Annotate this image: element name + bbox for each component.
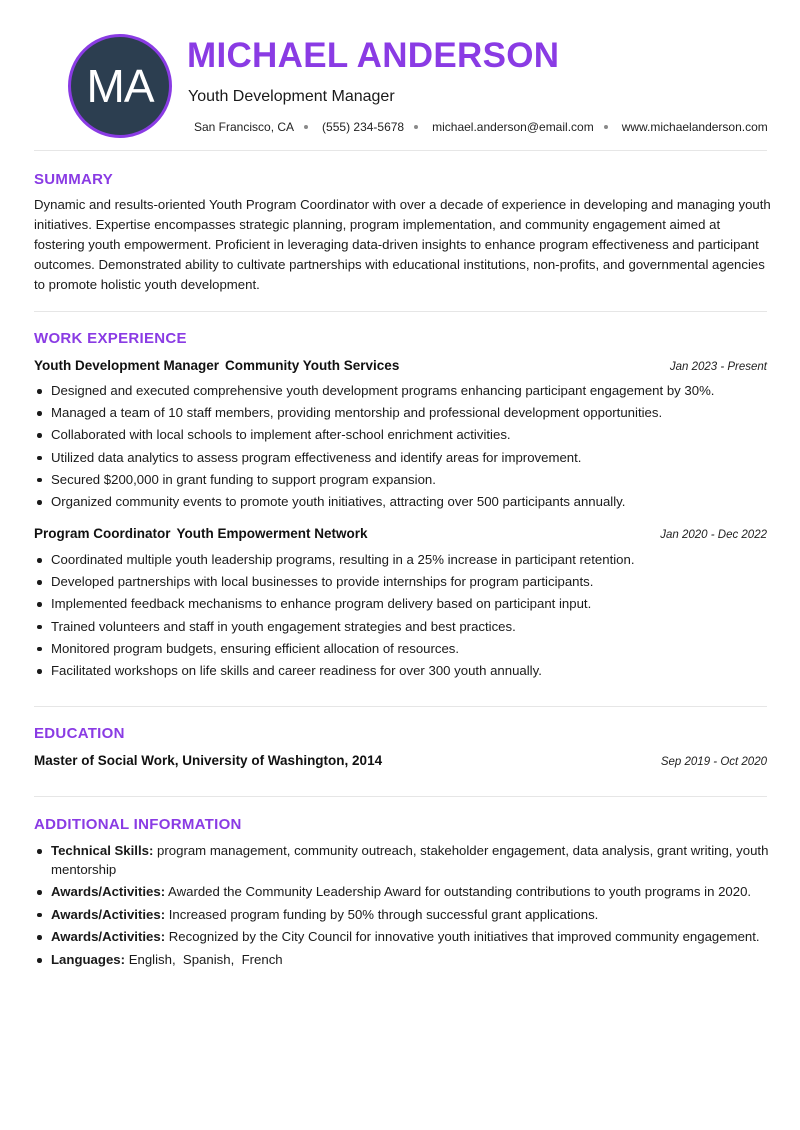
item-label: Awards/Activities: bbox=[51, 884, 166, 900]
item-text: Recognized by the City Council for innovative youth initiatives that improved community engagement. bbox=[168, 929, 760, 945]
item-label: Awards/Activities: bbox=[51, 906, 166, 922]
list-item bbox=[34, 905, 774, 924]
item-text: program management, community outreach, stakeholder engagement, data analysis, grant writing, youth mentorship bbox=[51, 843, 769, 877]
contact-location: San Francisco, CA bbox=[194, 120, 295, 134]
item-label: Awards/Activities: bbox=[51, 929, 166, 945]
additional-list bbox=[34, 841, 774, 973]
section-title-summary: SUMMARY bbox=[34, 171, 114, 188]
separator-dot-icon bbox=[604, 125, 608, 129]
list-item: Secured $200,000 in grant funding to support program expansion. bbox=[34, 469, 774, 491]
job-dates: Jan 2020 - Dec 2022 bbox=[660, 529, 767, 541]
candidate-name: MICHAEL ANDERSON bbox=[187, 36, 560, 75]
contact-info bbox=[194, 120, 768, 134]
contact-email[interactable]: michael.anderson@email.com bbox=[432, 120, 594, 134]
list-item bbox=[34, 950, 774, 969]
list-item: Utilized data analytics to assess program effectiveness and identify areas for improvement. bbox=[34, 447, 774, 469]
job-role bbox=[34, 358, 399, 373]
candidate-title: Youth Development Manager bbox=[188, 88, 395, 105]
divider bbox=[34, 311, 767, 312]
list-item: Trained volunteers and staff in youth engagement strategies and best practices. bbox=[34, 616, 774, 638]
item-text: English, Spanish, French bbox=[128, 952, 283, 968]
job-header bbox=[34, 358, 767, 373]
item-label: Languages: bbox=[51, 952, 126, 968]
divider bbox=[34, 150, 767, 151]
job-role bbox=[34, 526, 368, 541]
education-entry bbox=[34, 753, 767, 768]
item-text: Increased program funding by 50% through successful grant applications. bbox=[168, 906, 599, 922]
list-item: Monitored program budgets, ensuring efficient allocation of resources. bbox=[34, 638, 774, 660]
separator-dot-icon bbox=[304, 125, 308, 129]
list-item: Designed and executed comprehensive youth development programs enhancing participant engagement by 30%. bbox=[34, 380, 774, 402]
list-item bbox=[34, 841, 774, 879]
job-dates: Jan 2023 - Present bbox=[669, 361, 767, 373]
section-title-experience: WORK EXPERIENCE bbox=[34, 330, 187, 347]
list-item: Developed partnerships with local businesses to provide internships for program participants. bbox=[34, 571, 774, 593]
divider bbox=[34, 706, 767, 707]
list-item: Facilitated workshops on life skills and career readiness for over 300 youth annually. bbox=[34, 660, 774, 682]
section-title-education: EDUCATION bbox=[34, 725, 125, 742]
divider bbox=[34, 796, 767, 797]
separator-dot-icon bbox=[414, 125, 418, 129]
list-item: Collaborated with local schools to implement after-school enrichment activities. bbox=[34, 424, 774, 446]
job-bullets bbox=[34, 380, 774, 513]
list-item: Organized community events to promote youth initiatives, attracting over 500 participants annually. bbox=[34, 491, 774, 513]
job-company: Community Youth Services bbox=[225, 358, 400, 373]
resume-header bbox=[34, 0, 767, 151]
job-title: Youth Development Manager bbox=[34, 358, 220, 373]
list-item bbox=[34, 882, 774, 901]
job-bullets bbox=[34, 549, 774, 682]
contact-website[interactable]: www.michaelanderson.com bbox=[621, 120, 768, 134]
section-title-additional: ADDITIONAL INFORMATION bbox=[34, 816, 242, 833]
education-degree: Master of Social Work, University of Washington, 2014 bbox=[34, 753, 383, 768]
job-company: Youth Empowerment Network bbox=[176, 526, 368, 541]
job-header bbox=[34, 526, 767, 541]
list-item: Implemented feedback mechanisms to enhance program delivery based on participant input. bbox=[34, 593, 774, 615]
contact-phone: (555) 234-5678 bbox=[322, 120, 405, 134]
education-dates: Sep 2019 - Oct 2020 bbox=[660, 756, 767, 768]
list-item: Managed a team of 10 staff members, providing mentorship and professional development opportunities. bbox=[34, 402, 774, 424]
item-label: Technical Skills: bbox=[51, 843, 154, 858]
summary-text: Dynamic and results-oriented Youth Program Coordinator with over a decade of experience in developing and managing youth initiatives. Expertise encompasses strategic planning, program implementation, and community engagement aimed at fostering youth empowerment. Proficient in leveraging data-driven insights to enhance program effectiveness and participant outcomes. Demonstrated ability to cultivate partnerships with educational institutions, non-profits, and governmental agencies to promote holistic youth development. bbox=[34, 197, 771, 292]
job-title: Program Coordinator bbox=[34, 526, 171, 541]
list-item: Coordinated multiple youth leadership programs, resulting in a 25% increase in participant retention. bbox=[34, 549, 774, 571]
list-item bbox=[34, 927, 774, 946]
avatar-initials: MA bbox=[86, 60, 154, 112]
avatar bbox=[68, 34, 172, 138]
item-text: Awarded the Community Leadership Award for outstanding contributions to youth programs in 2020. bbox=[168, 884, 752, 900]
